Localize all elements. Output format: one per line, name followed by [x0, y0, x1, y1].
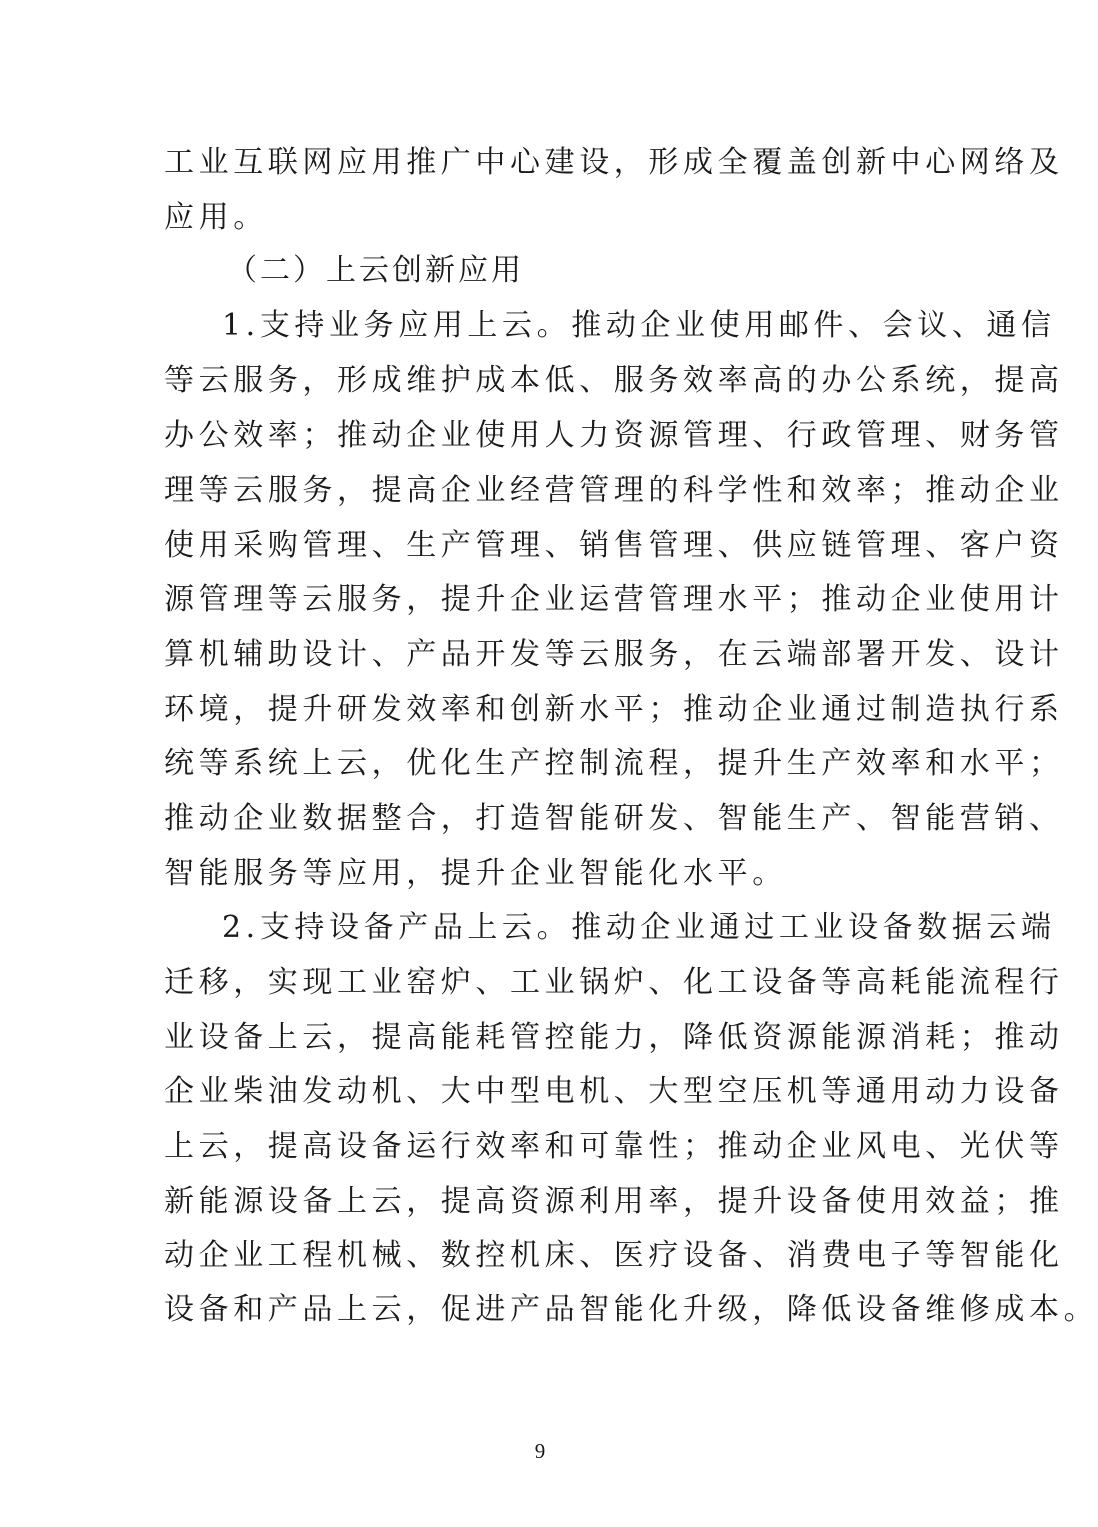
body-text-line: 使用采购管理、生产管理、销售管理、供应链管理、客户资: [164, 528, 1064, 563]
body-text-line: 应用。: [164, 200, 268, 235]
paragraph-first-line: 1.支持业务应用上云。推动企业使用邮件、会议、通信: [222, 308, 1056, 343]
body-text-line: 办公效率；推动企业使用人力资源管理、行政管理、财务管: [164, 418, 1064, 453]
body-text-line: 环境，提升研发效率和创新水平；推动企业通过制造执行系: [164, 692, 1064, 727]
body-text-line: 新能源设备上云，提高资源利用率，提升设备使用效益；推: [164, 1184, 1064, 1219]
section-heading: （二）上云创新应用: [227, 253, 524, 288]
body-text-line: 迁移，实现工业窑炉、工业锅炉、化工设备等高耗能流程行: [164, 965, 1064, 1000]
page-number: 9: [534, 1439, 546, 1463]
body-text-line: 算机辅助设计、产品开发等云服务，在云端部署开发、设计: [164, 637, 1064, 672]
paragraph-first-line: 2.支持设备产品上云。推动企业通过工业设备数据云端: [222, 910, 1056, 945]
body-text-line: 源管理等云服务，提升企业运营管理水平；推动企业使用计: [164, 582, 1064, 617]
body-text-line: 统等系统上云，优化生产控制流程，提升生产效率和水平；: [164, 746, 1064, 781]
body-text-line: 智能服务等应用，提升企业智能化水平。: [164, 856, 787, 891]
body-text-line: 工业互联网应用推广中心建设，形成全覆盖创新中心网络及: [164, 145, 1064, 180]
body-text-line: 理等云服务，提高企业经营管理的科学性和效率；推动企业: [164, 473, 1064, 508]
body-text-line: 等云服务，形成维护成本低、服务效率高的办公系统，提高: [164, 363, 1064, 398]
body-text-line: 业设备上云，提高能耗管控能力，降低资源能源消耗；推动: [164, 1020, 1064, 1055]
body-text-line: 推动企业数据整合，打造智能研发、智能生产、智能营销、: [164, 801, 1064, 836]
body-text-line: 上云，提高设备运行效率和可靠性；推动企业风电、光伏等: [164, 1129, 1064, 1164]
body-text-line: 设备和产品上云，促进产品智能化升级，降低设备维修成本。: [164, 1292, 1098, 1327]
body-text-line: 动企业工程机械、数控机床、医疗设备、消费电子等智能化: [164, 1238, 1064, 1273]
body-text-line: 企业柴油发动机、大中型电机、大型空压机等通用动力设备: [164, 1074, 1064, 1109]
